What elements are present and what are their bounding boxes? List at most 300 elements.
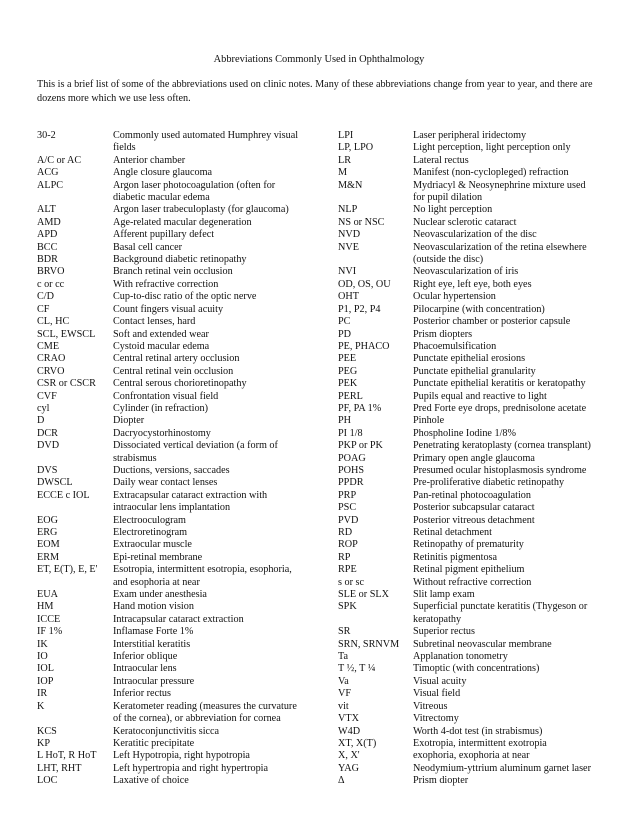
definition-line: Nuclear sclerotic cataract xyxy=(413,216,517,228)
abbreviation-entry xyxy=(338,564,604,576)
abbreviation-term: IK xyxy=(37,638,48,650)
abbreviation-definition xyxy=(413,329,604,341)
definition-line: Extraocular muscle xyxy=(113,539,192,551)
abbreviation-entry xyxy=(338,242,604,267)
abbreviation-term: vit xyxy=(338,700,349,712)
abbreviation-entry xyxy=(338,366,604,378)
abbreviation-definition xyxy=(113,651,333,663)
definition-line: Visual acuity xyxy=(413,675,467,687)
abbreviation-entry xyxy=(37,663,333,675)
abbreviation-entry xyxy=(37,614,333,626)
definition-line: Intraocular lens xyxy=(113,663,177,675)
abbreviation-entry xyxy=(37,688,333,700)
abbreviation-term: DCR xyxy=(37,427,58,439)
abbreviation-term: PI 1/8 xyxy=(338,427,363,439)
abbreviation-definition xyxy=(413,515,604,527)
abbreviation-entry xyxy=(338,490,604,502)
abbreviation-definition xyxy=(413,539,604,551)
abbreviation-entry xyxy=(37,341,333,353)
abbreviation-definition xyxy=(413,465,604,477)
abbreviation-term: P1, P2, P4 xyxy=(338,303,381,315)
abbreviation-definition xyxy=(113,490,333,515)
abbreviation-definition xyxy=(413,713,604,725)
definition-line: Punctate epithelial keratitis or keratopathy xyxy=(413,378,586,390)
abbreviation-term: PPDR xyxy=(338,477,364,489)
definition-line: Count fingers visual acuity xyxy=(113,303,224,315)
definition-line: Keratometer reading (measures the curvature xyxy=(113,700,297,712)
abbreviation-entry xyxy=(338,676,604,688)
abbreviation-term: X, X' xyxy=(338,750,360,762)
abbreviation-definition xyxy=(413,217,604,229)
definition-line: Timoptic (with concentrations) xyxy=(413,663,540,675)
definition-line: Neovascularization of iris xyxy=(413,266,519,278)
abbreviation-term: SR xyxy=(338,626,351,638)
definition-line: Basal cell cancer xyxy=(113,241,183,253)
abbreviation-definition xyxy=(413,663,604,675)
definition-line: No light perception xyxy=(413,204,493,216)
abbreviation-entry xyxy=(338,229,604,241)
abbreviation-entry xyxy=(37,763,333,775)
abbreviation-term: PEE xyxy=(338,353,357,365)
abbreviation-entry xyxy=(338,329,604,341)
abbreviation-term: LP, LPO xyxy=(338,142,374,154)
abbreviation-term: M xyxy=(338,167,348,179)
abbreviation-entry xyxy=(338,688,604,700)
definition-line: for pupil dilation xyxy=(413,192,483,204)
abbreviation-term: NS or NSC xyxy=(338,216,385,228)
definition-line: Phospholine Iodine 1/8% xyxy=(413,427,516,439)
abbreviation-entry xyxy=(37,440,333,465)
abbreviation-entry xyxy=(338,738,604,750)
abbreviation-term: Ta xyxy=(338,651,349,663)
abbreviation-definition xyxy=(413,453,604,465)
abbreviation-definition xyxy=(413,564,604,576)
definition-line: Extracapsular cataract extraction with xyxy=(113,489,268,501)
abbreviation-entry xyxy=(338,726,604,738)
abbreviation-definition xyxy=(413,378,604,390)
abbreviation-definition xyxy=(113,291,333,303)
definition-line: Central retinal vein occlusion xyxy=(113,365,234,377)
abbreviation-entry xyxy=(37,527,333,539)
abbreviation-term: DVS xyxy=(37,464,58,476)
abbreviation-definition xyxy=(413,763,604,775)
abbreviation-term: PSC xyxy=(338,502,357,514)
abbreviation-term: ALPC xyxy=(37,179,64,191)
abbreviation-term: CRAO xyxy=(37,353,66,365)
definition-line: Punctate epithelial erosions xyxy=(413,353,526,365)
abbreviation-entry xyxy=(37,403,333,415)
abbreviation-definition xyxy=(113,465,333,477)
abbreviation-term: ALT xyxy=(37,204,56,216)
abbreviation-definition xyxy=(113,688,333,700)
abbreviation-entry xyxy=(338,577,604,589)
definition-line: Commonly used automated Humphrey visual xyxy=(113,130,299,141)
definition-line: Anterior chamber xyxy=(113,154,186,166)
definition-line: Without refractive correction xyxy=(413,576,532,588)
abbreviation-definition xyxy=(113,415,333,427)
abbreviation-definition xyxy=(113,601,333,613)
abbreviation-term: EOG xyxy=(37,514,58,526)
abbreviation-term: IOP xyxy=(37,675,54,687)
abbreviation-term: T ½, T ¼ xyxy=(338,663,376,675)
abbreviation-term: PE, PHACO xyxy=(338,340,390,352)
abbreviation-definition xyxy=(113,341,333,353)
abbreviation-term: CL, HC xyxy=(37,316,70,328)
definition-line: Superior rectus xyxy=(413,626,475,638)
abbreviation-definition xyxy=(113,353,333,365)
abbreviation-definition xyxy=(413,304,604,316)
abbreviation-definition xyxy=(413,775,604,787)
abbreviation-entry xyxy=(338,167,604,179)
abbreviation-term: PVD xyxy=(338,514,359,526)
definition-line: Primary open angle glaucoma xyxy=(413,452,535,464)
abbreviation-definition xyxy=(113,527,333,539)
abbreviation-definition xyxy=(413,688,604,700)
abbreviation-entry xyxy=(37,155,333,167)
abbreviation-definition xyxy=(413,477,604,489)
definition-line: Vitrectomy xyxy=(413,713,459,725)
abbreviation-term: CME xyxy=(37,340,60,352)
abbreviation-term: IOL xyxy=(37,663,54,675)
abbreviation-entry xyxy=(37,130,333,155)
abbreviation-term: s or sc xyxy=(338,576,365,588)
abbreviation-term: DVD xyxy=(37,440,60,452)
abbreviation-definition xyxy=(113,589,333,601)
abbreviation-definition xyxy=(113,477,333,489)
abbreviation-term: SLE or SLX xyxy=(338,589,389,601)
abbreviation-entry xyxy=(338,639,604,651)
abbreviation-definition xyxy=(413,639,604,651)
abbreviation-definition xyxy=(413,291,604,303)
abbreviation-entry xyxy=(338,502,604,514)
definition-line: Lateral rectus xyxy=(413,154,469,166)
abbreviation-term: VTX xyxy=(338,713,359,725)
definition-line: Cystoid macular edema xyxy=(113,340,210,352)
abbreviation-term: DWSCL xyxy=(37,477,73,489)
definition-line: Branch retinal vein occlusion xyxy=(113,266,233,278)
abbreviation-entry xyxy=(37,391,333,403)
definition-line: Left hypertropia and right hypertropia xyxy=(113,762,269,774)
abbreviation-term: ERM xyxy=(37,551,60,563)
abbreviation-entry xyxy=(338,552,604,564)
abbreviation-term: Va xyxy=(338,675,349,687)
abbreviation-entry xyxy=(338,403,604,415)
abbreviation-term: KP xyxy=(37,737,51,749)
abbreviation-definition xyxy=(113,130,333,155)
abbreviation-term: AMD xyxy=(37,216,61,228)
abbreviation-term: RD xyxy=(338,527,353,538)
abbreviation-entry xyxy=(338,651,604,663)
abbreviation-entry xyxy=(37,601,333,613)
abbreviation-term: APD xyxy=(37,229,58,241)
abbreviation-term: PEG xyxy=(338,365,358,377)
abbreviation-term: PEK xyxy=(338,378,358,390)
abbreviation-definition xyxy=(413,601,604,626)
definition-line: Phacoemulsification xyxy=(413,340,497,352)
abbreviation-entry xyxy=(37,428,333,440)
abbreviation-term: LR xyxy=(338,154,352,166)
definition-line: Soft and extended wear xyxy=(113,328,209,340)
abbreviation-definition xyxy=(413,651,604,663)
abbreviation-entry xyxy=(37,726,333,738)
abbreviation-entry xyxy=(338,204,604,216)
abbreviation-definition xyxy=(113,552,333,564)
abbreviation-entry xyxy=(37,329,333,341)
definition-line: Retinitis pigmentosa xyxy=(413,551,498,563)
abbreviation-definition xyxy=(113,440,333,465)
abbreviation-entry xyxy=(37,626,333,638)
definition-line: Keratoconjunctivitis sicca xyxy=(113,725,220,737)
abbreviation-definition xyxy=(113,316,333,328)
abbreviation-definition xyxy=(413,502,604,514)
abbreviation-entry xyxy=(338,477,604,489)
definition-line: Intraocular pressure xyxy=(113,675,195,687)
definition-line: Interstitial keratitis xyxy=(113,638,191,650)
abbreviation-term: OHT xyxy=(338,291,359,303)
abbreviation-definition xyxy=(113,217,333,229)
abbreviation-term: W4D xyxy=(338,725,361,737)
abbreviation-term: NVE xyxy=(338,241,359,253)
abbreviation-definition xyxy=(113,428,333,440)
definition-line: Visual field xyxy=(413,688,461,700)
definition-line: Background diabetic retinopathy xyxy=(113,254,247,266)
abbreviation-definition xyxy=(113,254,333,266)
abbreviation-term: PC xyxy=(338,316,351,328)
abbreviation-term: ET, E(T), E, E' xyxy=(37,564,98,576)
definition-line: Laxative of choice xyxy=(113,775,189,787)
abbreviation-term: ACG xyxy=(37,167,59,179)
abbreviation-entry xyxy=(37,378,333,390)
definition-line: Retinal pigment epithelium xyxy=(413,564,525,576)
definition-line: Daily wear contact lenses xyxy=(113,477,218,489)
abbreviation-entry xyxy=(37,254,333,266)
abbreviation-definition xyxy=(413,440,604,452)
abbreviation-entry xyxy=(37,564,333,589)
abbreviation-term: BDR xyxy=(37,254,58,266)
abbreviation-entry xyxy=(37,738,333,750)
abbreviation-entry xyxy=(37,229,333,241)
definition-line: Vitreous xyxy=(413,700,448,712)
definition-line: Ocular hypertension xyxy=(413,291,496,303)
abbreviation-term: RP xyxy=(338,551,351,563)
abbreviation-term: HM xyxy=(37,601,54,613)
abbreviation-entry xyxy=(37,490,333,515)
abbreviation-definition xyxy=(113,663,333,675)
definition-line: Electrooculogram xyxy=(113,514,186,526)
abbreviation-definition xyxy=(113,391,333,403)
definition-line: Afferent pupillary defect xyxy=(113,229,215,241)
abbreviation-definition xyxy=(113,403,333,415)
abbreviation-term: SPK xyxy=(338,601,357,613)
definition-line: Cylinder (in refraction) xyxy=(113,402,209,414)
abbreviation-term: CRVO xyxy=(37,365,65,377)
abbreviation-entry xyxy=(37,415,333,427)
abbreviation-term: 30-2 xyxy=(37,130,56,141)
abbreviation-entry xyxy=(338,142,604,154)
abbreviation-definition xyxy=(113,304,333,316)
abbreviation-term: OD, OS, OU xyxy=(338,278,391,290)
abbreviation-term: YAG xyxy=(338,762,359,774)
definition-line: Left Hypotropia, right hypotropia xyxy=(113,750,250,762)
definition-line: Central serous chorioretinopathy xyxy=(113,378,247,390)
abbreviation-term: D xyxy=(37,415,45,427)
definition-line: Laser peripheral iridectomy xyxy=(413,130,527,141)
abbreviation-term: IO xyxy=(37,651,48,663)
abbreviation-entry xyxy=(338,775,604,787)
abbreviation-term: C/D xyxy=(37,291,54,303)
definition-line: Posterior chamber or posterior capsule xyxy=(413,316,571,328)
definition-line: Superficial punctate keratitis (Thygeson or xyxy=(413,601,588,613)
abbreviation-entry xyxy=(338,316,604,328)
abbreviation-definition xyxy=(413,353,604,365)
abbreviation-definition xyxy=(413,391,604,403)
abbreviation-term: A/C or AC xyxy=(37,154,82,166)
abbreviation-entry xyxy=(37,353,333,365)
abbreviation-column-left xyxy=(37,130,333,788)
abbreviation-definition xyxy=(113,167,333,179)
abbreviation-term: L HoT, R HoT xyxy=(37,750,97,762)
abbreviation-definition xyxy=(113,229,333,241)
abbreviation-term: XT, X(T) xyxy=(338,737,377,749)
abbreviation-definition xyxy=(113,738,333,750)
definition-line: Exotropia, intermittent exotropia xyxy=(413,737,547,749)
abbreviation-entry xyxy=(338,713,604,725)
definition-line: Manifest (non-cyclopleged) refraction xyxy=(413,167,569,179)
abbreviation-definition xyxy=(413,167,604,179)
abbreviation-definition xyxy=(413,589,604,601)
definition-line: Argon laser trabeculoplasty (for glaucoma) xyxy=(113,204,289,216)
abbreviation-definition xyxy=(413,750,604,762)
abbreviation-entry xyxy=(338,601,604,626)
abbreviation-term: M&N xyxy=(338,179,363,191)
abbreviation-entry xyxy=(37,775,333,787)
definition-line: With refractive correction xyxy=(113,278,219,290)
abbreviation-entry xyxy=(338,663,604,675)
abbreviation-definition xyxy=(413,577,604,589)
abbreviation-term: ROP xyxy=(338,539,358,551)
definition-line: Applanation tonometry xyxy=(413,651,508,663)
abbreviation-definition xyxy=(413,279,604,291)
definition-line: Epi-retinal membrane xyxy=(113,551,203,563)
abbreviation-entry xyxy=(338,279,604,291)
definition-line: fields xyxy=(113,142,136,154)
definition-line: Keratitic precipitate xyxy=(113,737,195,749)
definition-line: Pupils equal and reactive to light xyxy=(413,390,547,402)
abbreviation-term: ERG xyxy=(37,527,58,538)
abbreviation-definition xyxy=(413,204,604,216)
abbreviation-definition xyxy=(413,552,604,564)
abbreviation-term: PD xyxy=(338,328,352,340)
definition-line: Confrontation visual field xyxy=(113,390,219,402)
abbreviation-definition xyxy=(413,701,604,713)
abbreviation-definition xyxy=(113,726,333,738)
definition-line: Worth 4-dot test (in strabismus) xyxy=(413,725,543,737)
page-title: Abbreviations Commonly Used in Ophthalmology xyxy=(213,54,425,65)
definition-line: keratopathy xyxy=(413,613,462,625)
abbreviation-term: PRP xyxy=(338,489,357,501)
definition-line: Mydriacyl & Neosynephrine mixture used xyxy=(413,179,586,191)
abbreviation-definition xyxy=(113,701,333,726)
abbreviation-definition xyxy=(413,738,604,750)
abbreviation-entry xyxy=(338,353,604,365)
definition-line: Pred Forte eye drops, prednisolone acetate xyxy=(413,402,587,414)
abbreviation-term: KCS xyxy=(37,725,57,737)
abbreviation-term: EUA xyxy=(37,589,58,601)
abbreviation-definition xyxy=(413,130,604,142)
definition-line: Light perception, light perception only xyxy=(413,142,571,154)
definition-line: Neovascularization of the disc xyxy=(413,229,537,241)
abbreviation-term: LHT, RHT xyxy=(37,762,82,774)
abbreviation-definition xyxy=(413,180,604,205)
definition-line: intraocular lens implantation xyxy=(113,502,231,514)
abbreviation-term: IF 1% xyxy=(37,626,63,638)
abbreviation-definition xyxy=(113,378,333,390)
definition-line: Angle closure glaucoma xyxy=(113,167,213,179)
abbreviation-term: Δ xyxy=(338,775,345,787)
definition-line: diabetic macular edema xyxy=(113,192,210,204)
abbreviation-entry xyxy=(338,515,604,527)
abbreviation-term: NVI xyxy=(338,266,357,278)
definition-line: Subretinal neovascular membrane xyxy=(413,638,552,650)
definition-line: Pan-retinal photocoagulation xyxy=(413,489,531,501)
abbreviation-entry xyxy=(338,378,604,390)
definition-line: Cup-to-disc ratio of the optic nerve xyxy=(113,291,257,303)
definition-line: Argon laser photocoagulation (often for xyxy=(113,179,276,191)
abbreviation-entry xyxy=(338,341,604,353)
abbreviation-definition xyxy=(113,279,333,291)
definition-line: Dacryocystorhinostomy xyxy=(113,427,211,439)
abbreviation-definition xyxy=(113,180,333,205)
abbreviation-definition xyxy=(413,490,604,502)
abbreviation-term: K xyxy=(37,700,45,712)
abbreviation-term: CF xyxy=(37,303,50,315)
abbreviation-definition xyxy=(113,204,333,216)
definition-line: Pre-proliferative diabetic retinopathy xyxy=(413,477,565,489)
abbreviation-term: CVF xyxy=(37,390,57,402)
abbreviation-entry xyxy=(37,477,333,489)
abbreviation-entry xyxy=(338,750,604,762)
definition-line: exophoria, exophoria at near xyxy=(413,750,530,762)
abbreviation-term: NVD xyxy=(338,229,361,241)
definition-line: Age-related macular degeneration xyxy=(113,216,252,228)
abbreviation-term: BCC xyxy=(37,241,58,253)
abbreviation-definition xyxy=(113,614,333,626)
abbreviation-entry xyxy=(37,651,333,663)
definition-line: Presumed ocular histoplasmosis syndrome xyxy=(413,464,587,476)
abbreviation-entry xyxy=(37,279,333,291)
abbreviation-definition xyxy=(113,775,333,787)
definition-line: Neovascularization of the retina elsewhere xyxy=(413,241,587,253)
abbreviation-definition xyxy=(413,428,604,440)
abbreviation-definition xyxy=(113,750,333,762)
abbreviation-definition xyxy=(413,626,604,638)
definition-line: Neodymium-yttrium aluminum garnet laser xyxy=(413,762,591,774)
abbreviation-entry xyxy=(37,217,333,229)
abbreviation-definition xyxy=(113,564,333,589)
abbreviation-entry xyxy=(37,552,333,564)
definition-line: strabismus xyxy=(113,452,157,464)
abbreviation-entry xyxy=(37,515,333,527)
abbreviation-definition xyxy=(113,242,333,254)
abbreviation-entry xyxy=(338,180,604,205)
abbreviation-entry xyxy=(338,304,604,316)
definition-line: Retinal detachment xyxy=(413,527,492,538)
abbreviation-entry xyxy=(37,639,333,651)
abbreviation-definition xyxy=(413,266,604,278)
abbreviation-entry xyxy=(338,527,604,539)
abbreviation-term: LOC xyxy=(37,775,58,787)
abbreviation-definition xyxy=(413,726,604,738)
